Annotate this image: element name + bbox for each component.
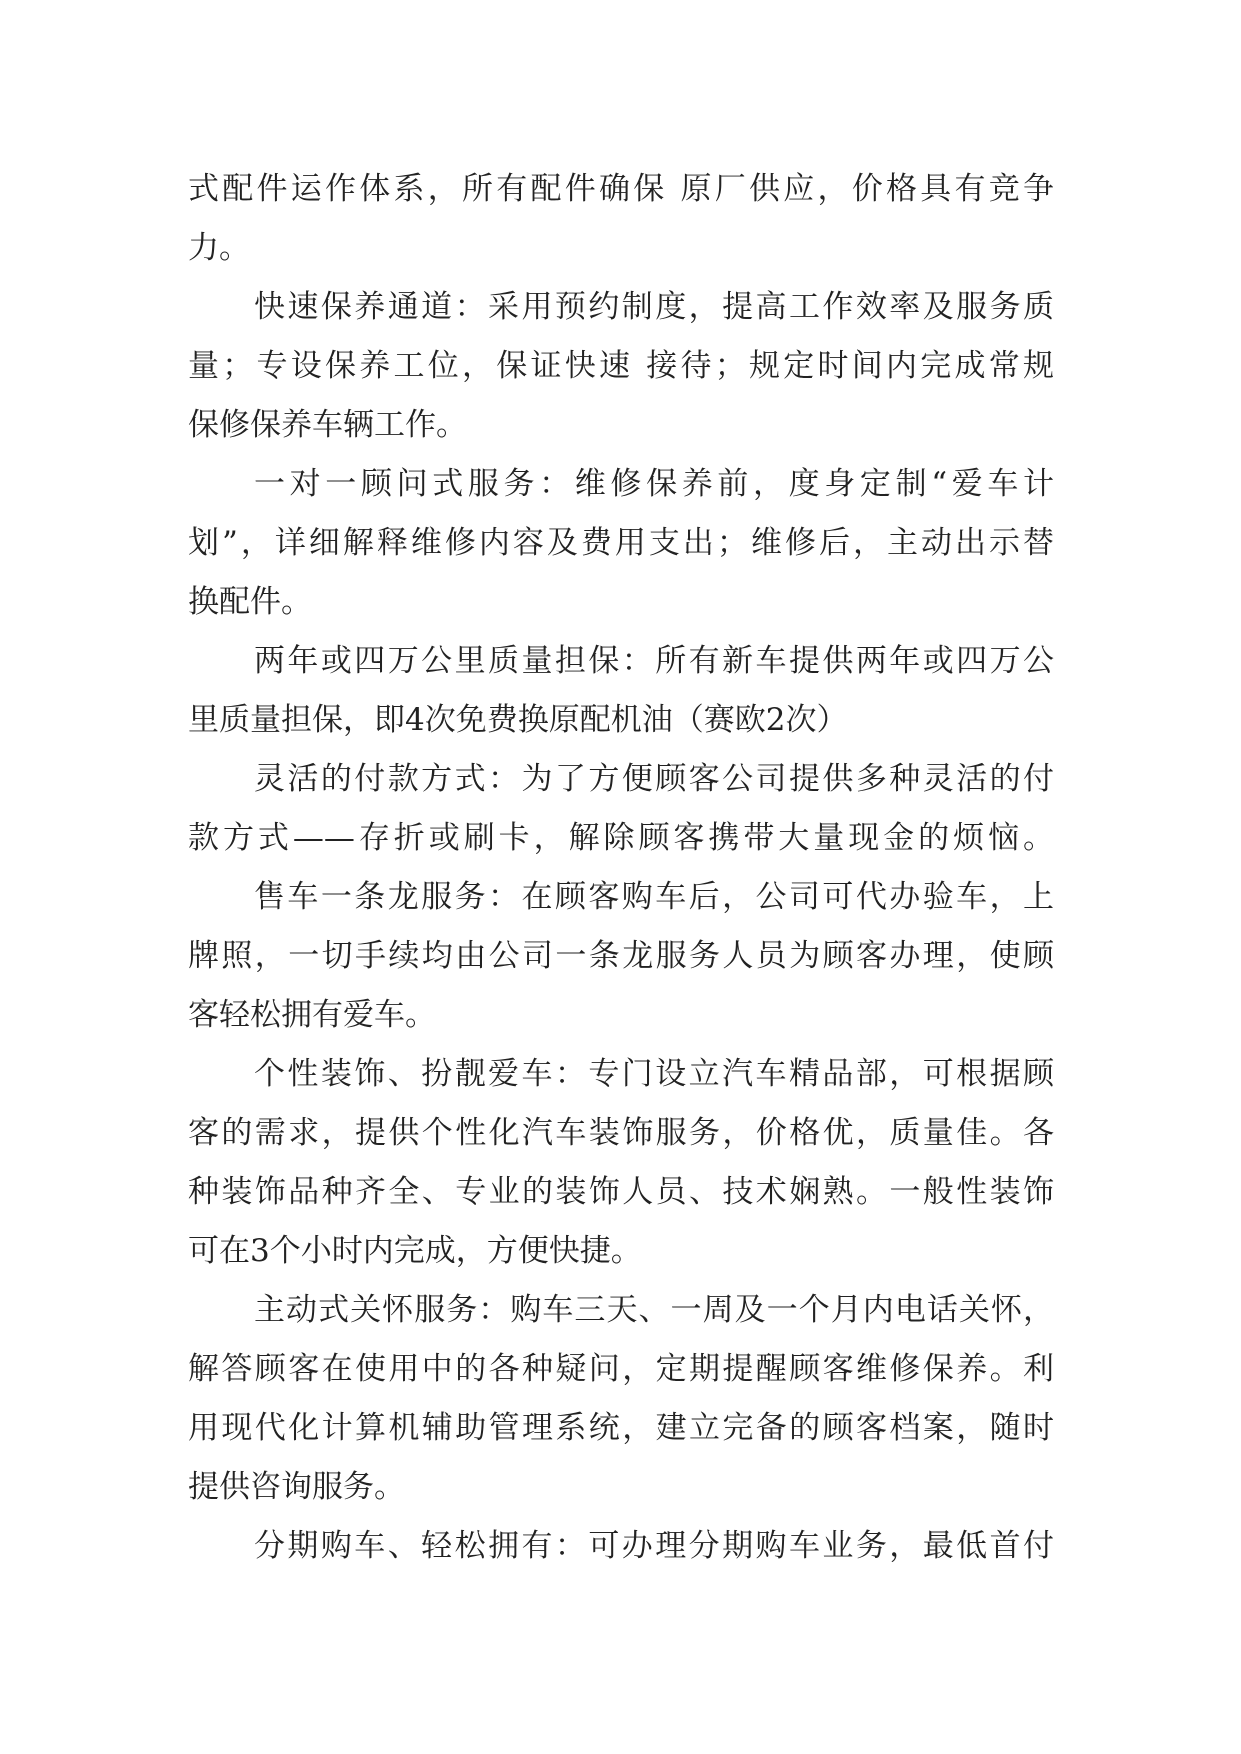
text-line: 里质量担保，即4次免费换原配机油（赛欧2次） (188, 702, 848, 738)
text-line: 客轻松拥有爱车。 (188, 997, 436, 1033)
paragraph-start-line: 主动式关怀服务：购车三天、一周及一个月内电话关怀， (254, 1292, 1054, 1328)
text-line: 种装饰品种齐全、专业的装饰人员、技术娴熟。一般性装饰 (188, 1174, 1054, 1210)
text-line: 力。 (188, 230, 250, 266)
paragraph-start-line: 灵活的付款方式：为了方便顾客公司提供多种灵活的付 (254, 761, 1054, 797)
paragraph-start-line: 售车一条龙服务：在顾客购车后，公司可代办验车，上 (254, 879, 1054, 915)
paragraph-start-line: 两年或四万公里质量担保：所有新车提供两年或四万公 (254, 643, 1054, 679)
text-line: 用现代化计算机辅助管理系统，建立完备的顾客档案，随时 (188, 1410, 1054, 1446)
document-body (188, 160, 1054, 1576)
text-line: 保修保养车辆工作。 (188, 407, 467, 443)
text-line: 客的需求，提供个性化汽车装饰服务，价格优，质量佳。各 (188, 1115, 1054, 1151)
text-line: 式配件运作体系，所有配件确保 原厂供应，价格具有竞争 (188, 171, 1054, 207)
text-line: 可在3个小时内完成，方便快捷。 (188, 1233, 642, 1269)
paragraph-start-line: 快速保养通道：采用预约制度，提高工作效率及服务质 (254, 289, 1054, 325)
text-line: 划”，详细解释维修内容及费用支出；维修后，主动出示替 (188, 525, 1054, 561)
text-line: 提供咨询服务。 (188, 1469, 405, 1505)
text-line: 款方式——存折或刷卡，解除顾客携带大量现金的烦恼。 (188, 820, 1054, 856)
text-line: 解答顾客在使用中的各种疑问，定期提醒顾客维修保养。利 (188, 1351, 1054, 1387)
paragraph-start-line: 分期购车、轻松拥有：可办理分期购车业务，最低首付 (254, 1528, 1054, 1564)
text-line: 换配件。 (188, 584, 312, 620)
text-line: 牌照，一切手续均由公司一条龙服务人员为顾客办理，使顾 (188, 938, 1054, 974)
paragraph-start-line: 个性装饰、扮靓爱车：专门设立汽车精品部，可根据顾 (254, 1056, 1054, 1092)
text-line: 量；专设保养工位，保证快速 接待；规定时间内完成常规 (188, 348, 1054, 384)
paragraph-start-line: 一对一顾问式服务：维修保养前，度身定制“爱车计 (254, 466, 1054, 502)
